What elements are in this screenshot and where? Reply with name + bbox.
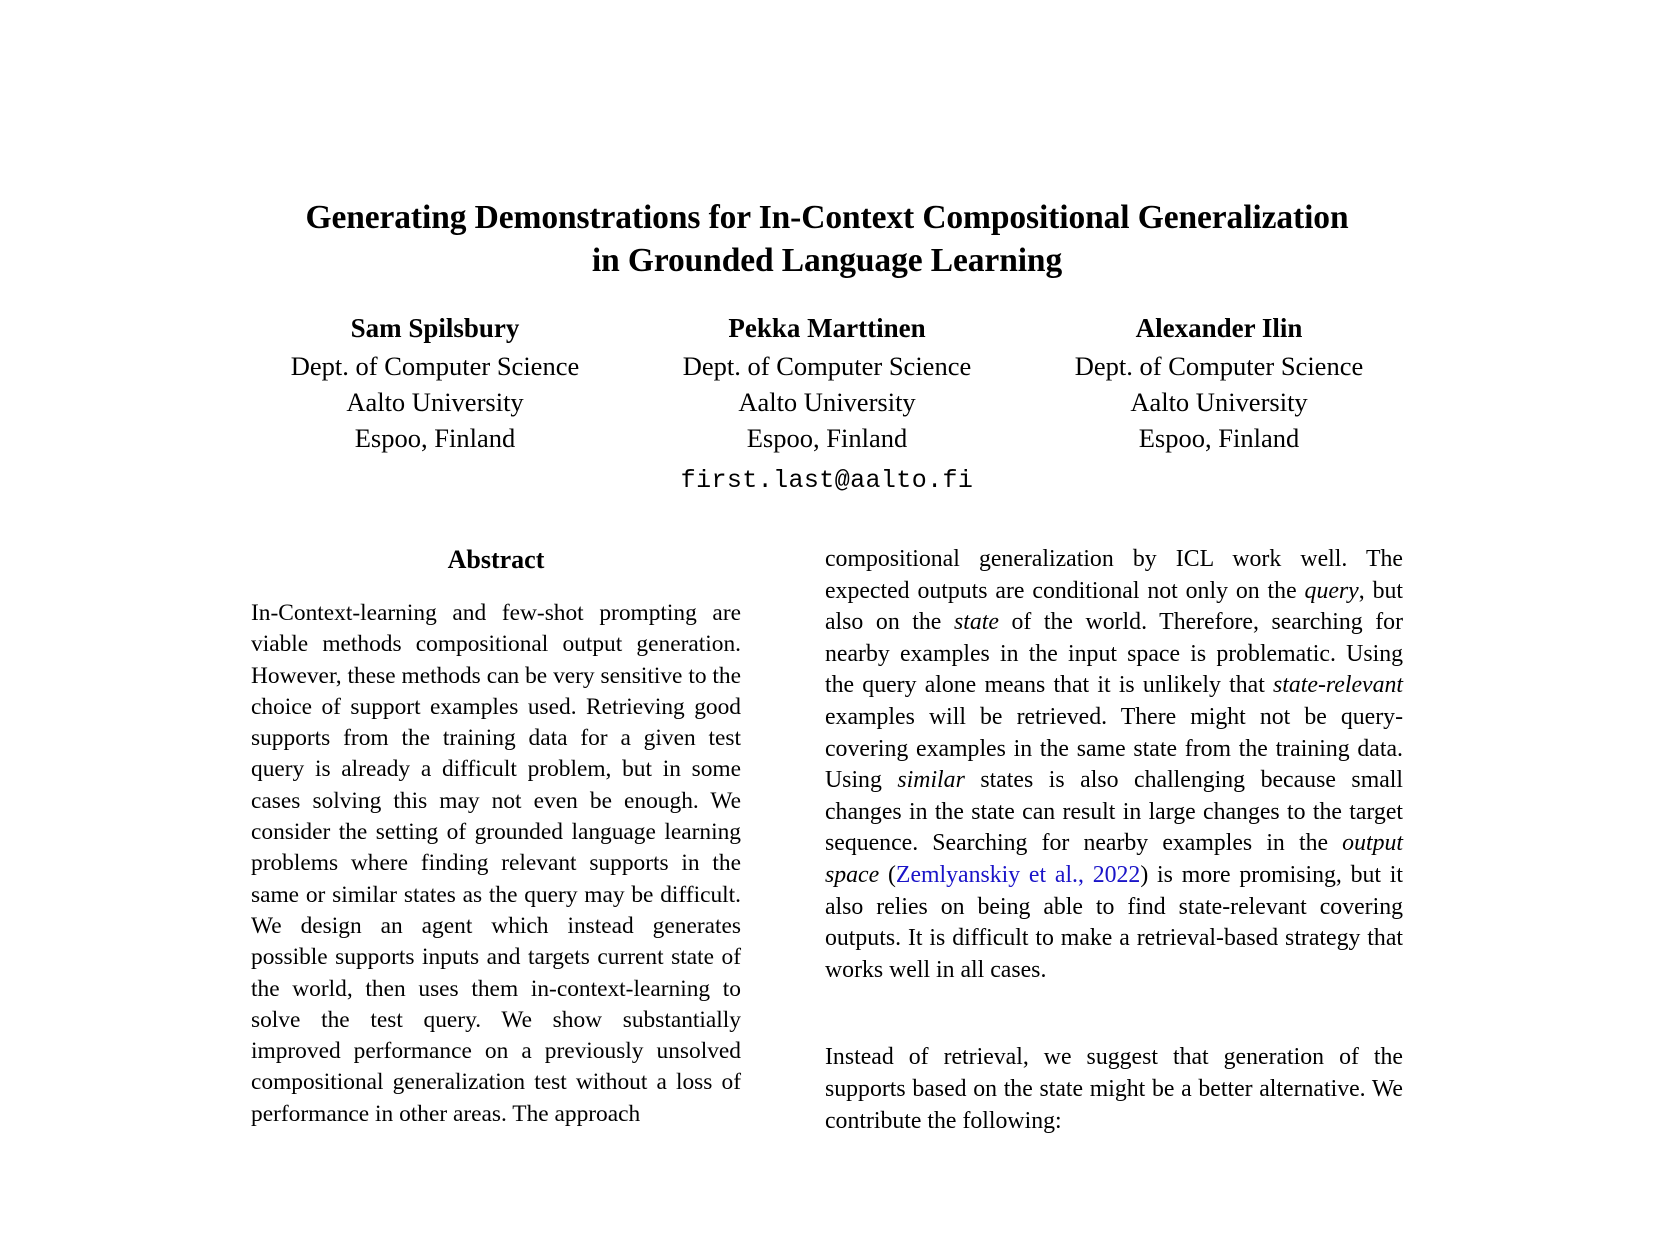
authors-row	[0, 310, 1654, 456]
right-paragraph-1	[825, 544, 1403, 986]
emphasis-state-relevant: state-relevant	[1273, 672, 1403, 699]
emphasis-query: query	[1304, 577, 1359, 604]
emphasis-state: state	[953, 609, 999, 636]
text-run: (	[879, 861, 896, 888]
author-name: Alexander Ilin	[1135, 313, 1303, 343]
text-run: ) is more promising, but it also relies on being able to find state-relevant covering outputs. It is difficult to make a retrieval-based strategy that works well in all cases.	[825, 861, 1404, 983]
left-column	[251, 544, 741, 1137]
author-department: Dept. of Computer Science	[1074, 351, 1364, 381]
text-run: of the world. Therefore, searching for nearby examples in the input space is problematic. Using the query alone means that it is unlikely that	[825, 609, 1403, 699]
text-run: , but also on the	[825, 577, 1403, 636]
author-location: Espoo, Finland	[354, 423, 516, 453]
author-institution: Aalto University	[1130, 387, 1308, 417]
abstract-text: In-Context-learning and few-shot prompting are viable methods compositional output generation. However, these methods can be very sensitive to the choice of support examples used. Retrieving good supports from the training data for a given test query is already a difficult problem, but in some cases solving this may not even be enough. We consider the setting of grounded language learning problems where finding relevant supports in the same or similar states as the query may be difficult. We design an agent which instead generates possible supports inputs and targets current state of the world, then uses them in-context-learning to solve the test query. We show substantially improved performance on a previously unsolved compositional generalization test without a loss of performance in other areas. The approach	[251, 600, 741, 1127]
body-columns	[0, 544, 1654, 1137]
title-line-2: in Grounded Language Learning	[591, 242, 1063, 279]
emphasis-similar: similar	[897, 767, 965, 794]
title-block	[0, 0, 1654, 282]
abstract-heading: Abstract	[447, 545, 545, 574]
text-run: examples will be retrieved. There might not be query-covering examples in the same state from the training data. Using	[825, 703, 1403, 794]
author-institution: Aalto University	[738, 387, 916, 417]
citation-link-zemlyanskiy[interactable]: Zemlyanskiy et al., 2022	[895, 861, 1141, 888]
right-column	[825, 544, 1403, 1137]
text-run: compositional generalization by ICL work well. The expected outputs are conditional not only on the	[825, 546, 1403, 604]
author-institution: Aalto University	[346, 387, 524, 417]
title-line-1: Generating Demonstrations for In-Context Compositional Generalization	[305, 199, 1349, 236]
author-block-3	[1023, 310, 1415, 456]
author-name: Pekka Marttinen	[728, 313, 926, 343]
author-location: Espoo, Finland	[746, 423, 908, 453]
author-department: Dept. of Computer Science	[682, 351, 972, 381]
contact-email: first.last@aalto.fi	[680, 466, 974, 495]
author-block-2	[631, 310, 1023, 456]
emphasis-output-space: output space	[825, 830, 1403, 888]
right-paragraph-2: Instead of retrieval, we suggest that generation of the supports based on the state might be a better alternative. We contribute the following:	[825, 1044, 1403, 1134]
page-title	[207, 196, 1447, 282]
text-run: states is also challenging because small changes in the state can result in large changes to the target sequence. Searching for nearby examples in the	[825, 767, 1403, 857]
author-block-1	[239, 310, 631, 456]
author-location: Espoo, Finland	[1138, 423, 1300, 453]
author-name: Sam Spilsbury	[350, 313, 520, 343]
author-department: Dept. of Computer Science	[290, 351, 580, 381]
